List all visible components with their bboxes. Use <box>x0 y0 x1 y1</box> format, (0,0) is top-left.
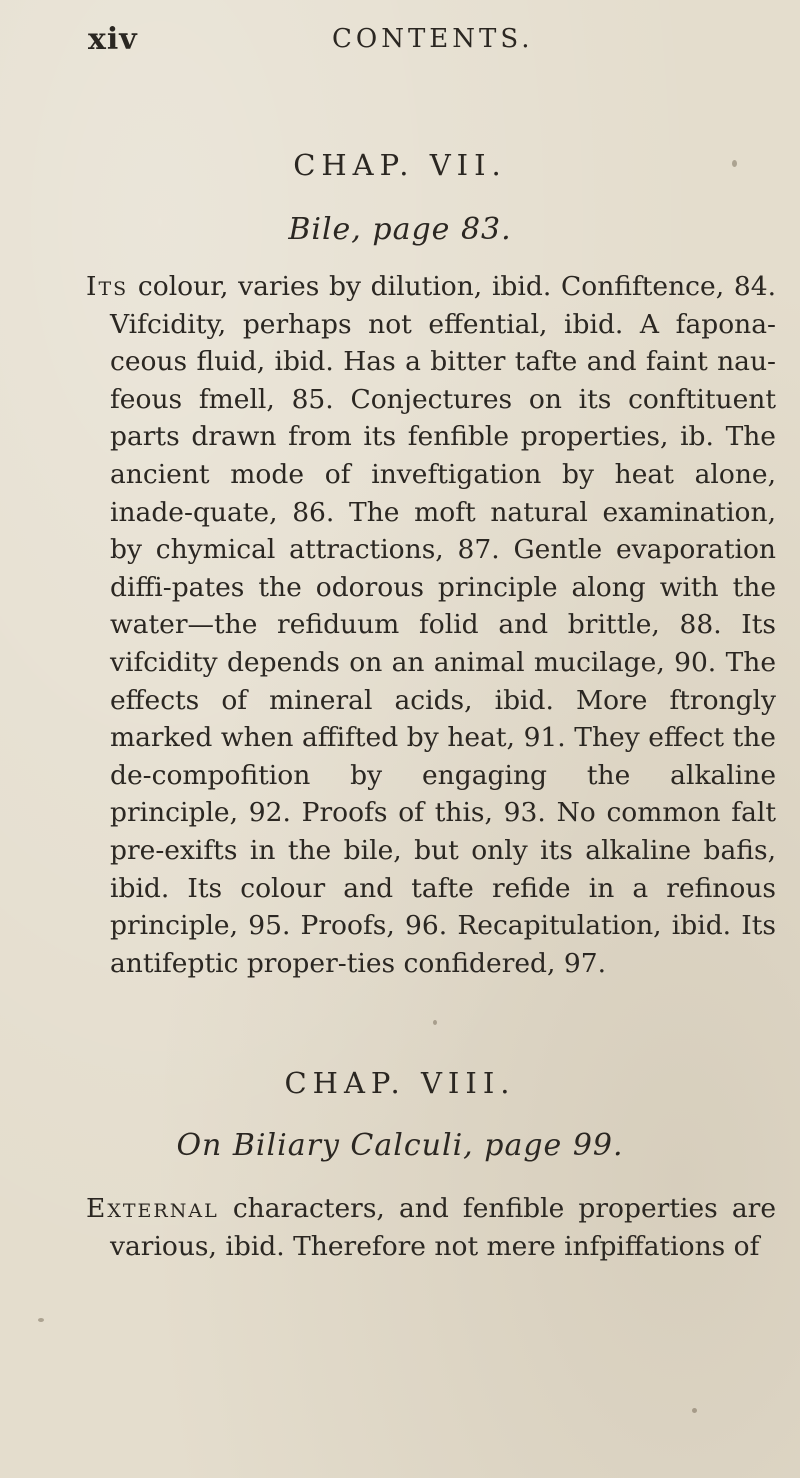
paper-speck <box>692 1408 697 1413</box>
chapter-8-summary <box>86 1190 776 1265</box>
chapter-8-heading: CHAP. VIII. <box>284 1066 516 1100</box>
chapter-7-summary <box>86 268 776 982</box>
chapter-8-summary-text: characters, and fenfible properties are various, ibid. Therefore not mere infpiffations of <box>110 1193 776 1262</box>
page-number: xiv <box>88 22 138 57</box>
chapter-8-lead-word: External <box>86 1193 219 1224</box>
paper-speck <box>38 1318 44 1322</box>
paper-speck <box>732 160 737 167</box>
running-title: CONTENTS. <box>332 24 534 54</box>
chapter-7-lead-word: Its <box>86 271 129 302</box>
running-head <box>0 22 800 62</box>
chapter-7-summary-text: colour, varies by dilution, ibid. Confiftence, 84. Vifcidity, perhaps not effential, ibid. A fapona-ceous fluid, ibid. Has a bitter tafte and faint nau-feous fmell, 85. Conjectures on its conftituent parts drawn from its fenfible properties, ib. The ancient mode of inveftigation by heat alone, inade-quate, 86. The moft natural examination, by chymical attractions, 87. Gentle evaporation diffi-pates the odorous principle along with the water—the refiduum folid and brittle, 88. Its vifcidity depends on an animal mucilage, 90. The effects of mineral acids, ibid. More ftrongly marked when affifted by heat, 91. They effect the de-compofition by engaging the alkaline principle, 92. Proofs of this, 93. No common falt pre-exifts in the bile, but only its alkaline bafis, ibid. Its colour and tafte refide in a refinous principle, 95. Proofs, 96. Recapitulation, ibid. Its antifeptic proper-ties confidered, 97. <box>110 271 776 979</box>
chapter-7-heading: CHAP. VII. <box>293 148 507 182</box>
chapter-8-subtitle: On Biliary Calculi, page 99. <box>176 1128 624 1163</box>
paper-speck <box>433 1020 437 1025</box>
chapter-7-subtitle: Bile, page 83. <box>288 212 512 247</box>
